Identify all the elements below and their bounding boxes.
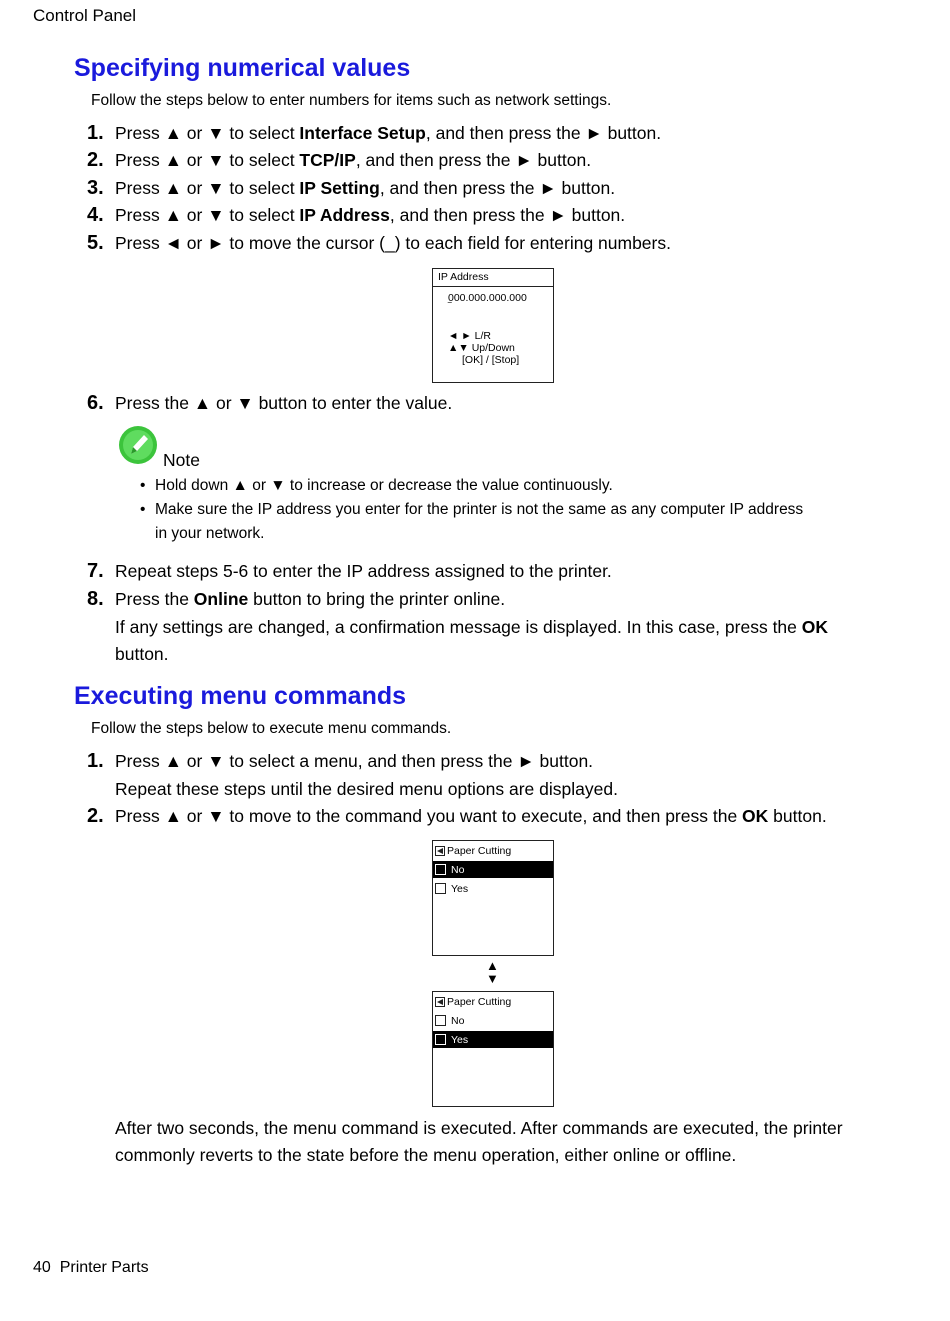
menu-step-1 — [87, 750, 593, 773]
after-text-1: After two seconds, the menu command is executed. After commands are executed, the printer — [115, 1118, 843, 1138]
step-1 — [87, 122, 661, 145]
step-6 — [87, 392, 452, 415]
option-label: No — [451, 1014, 465, 1027]
lcd-option-yes — [433, 880, 553, 897]
step-text: Press ▲ or ▼ to move to the command you want to execute, and then press the — [115, 806, 743, 826]
step-number: 1. — [87, 750, 104, 772]
step-7 — [87, 560, 612, 583]
bullet-text: Hold down ▲ or ▼ to increase or decrease the value continuously. — [155, 477, 613, 494]
step-text: Press ▲ or ▼ to select — [115, 205, 300, 225]
checkbox-icon — [435, 864, 446, 875]
footer-section: Printer Parts — [59, 1259, 149, 1276]
option-label: Yes — [451, 1033, 469, 1046]
step-text: , and then press the ► button. — [379, 178, 616, 198]
step-text: button to bring the printer online. — [248, 589, 506, 609]
step-2 — [87, 149, 591, 172]
lcd-ip-value: 000.000.000.000 — [448, 292, 527, 304]
step-3 — [87, 177, 615, 200]
lcd-hint-updown: ▲▼ Up/Down — [448, 342, 515, 354]
step-text: Press ▲ or ▼ to select — [115, 150, 300, 170]
lcd-option-no — [433, 861, 553, 878]
page-number: 40 — [33, 1259, 51, 1276]
step-text: Press the ▲ or ▼ button to enter the value. — [115, 393, 453, 413]
step-text: Press ◄ or ► to move the cursor (_) to each field for entering numbers. — [115, 233, 671, 253]
step-bold-term: IP Setting — [299, 178, 380, 198]
step-bold-term: Interface Setup — [299, 123, 426, 143]
step-number: 8. — [87, 588, 104, 610]
step-bold-term: OK — [801, 617, 829, 637]
lcd-title: Paper Cutting — [447, 996, 512, 1008]
up-arrow: ▲ — [486, 958, 499, 973]
step-number: 7. — [87, 560, 104, 582]
up-down-arrows-icon — [486, 959, 499, 985]
option-label: Yes — [451, 882, 469, 895]
step-number: 2. — [87, 149, 104, 171]
lcd-hint-lr: ◄ ► L/R — [448, 330, 491, 342]
checkbox-icon — [435, 883, 446, 894]
step-number: 3. — [87, 177, 104, 199]
note-bullet-2 — [140, 498, 803, 546]
note-label: Note — [163, 450, 200, 470]
lcd-title-row — [433, 843, 553, 859]
step-bold-term: TCP/IP — [299, 150, 356, 170]
step-8-continued-2: button. — [115, 644, 169, 664]
step-4 — [87, 204, 625, 227]
step-number: 5. — [87, 232, 104, 254]
page-footer — [33, 1259, 149, 1277]
step-text: If any settings are changed, a confirmation message is displayed. In this case, press the — [115, 617, 802, 637]
lcd-option-no — [433, 1012, 553, 1029]
step-text: , and then press the ► button. — [389, 205, 626, 225]
step-text: , and then press the ► button. — [425, 123, 662, 143]
step-8 — [87, 588, 505, 611]
lcd-paper-cutting-no — [432, 840, 554, 956]
menu-step-2 — [87, 805, 827, 828]
running-header: Control Panel — [33, 6, 137, 25]
lcd-hint-ok-stop: [OK] / [Stop] — [462, 354, 520, 366]
lcd-title: IP Address — [433, 269, 553, 287]
lcd-option-yes — [433, 1031, 553, 1048]
section-intro: Follow the steps below to enter numbers for items such as network settings. — [91, 92, 612, 109]
lcd-ip-address — [432, 268, 554, 383]
lcd-cursor: ‾ — [448, 301, 452, 313]
step-number: 1. — [87, 122, 104, 144]
step-text: Press ▲ or ▼ to select — [115, 178, 300, 198]
step-bold-term: OK — [742, 806, 769, 826]
step-text: , and then press the ► button. — [355, 150, 592, 170]
bullet-text-continued: in your network. — [155, 525, 265, 542]
note-bullet-1 — [140, 474, 613, 498]
step-bold-term: IP Address — [299, 205, 390, 225]
bullet-text: Make sure the IP address you enter for the printer is not the same as any computer IP address — [155, 501, 804, 518]
option-label: No — [451, 863, 465, 876]
checkbox-icon — [435, 1015, 446, 1026]
bullet-dot: • — [140, 477, 146, 494]
lcd-title-row — [433, 994, 553, 1010]
bullet-dot: • — [140, 501, 146, 518]
step-text: button. — [768, 806, 827, 826]
step-bold-term: Online — [193, 589, 249, 609]
step-number: 6. — [87, 392, 104, 414]
step-text: Repeat steps 5-6 to enter the IP address assigned to the printer. — [115, 561, 612, 581]
back-arrow-icon — [435, 846, 445, 856]
after-text-2: commonly reverts to the state before the menu operation, either online or offline. — [115, 1145, 737, 1165]
menu-step-1-continued: Repeat these steps until the desired menu options are displayed. — [115, 779, 618, 799]
back-arrow-icon — [435, 997, 445, 1007]
step-8-continued — [115, 617, 828, 638]
section-intro: Follow the steps below to execute menu commands. — [91, 720, 452, 737]
lcd-title: Paper Cutting — [447, 845, 512, 857]
step-text: Press ▲ or ▼ to select — [115, 123, 300, 143]
note-icon — [118, 425, 158, 465]
step-text: Press ▲ or ▼ to select a menu, and then press the ► button. — [115, 751, 594, 771]
step-number: 4. — [87, 204, 104, 226]
step-text: Press the — [115, 589, 194, 609]
checkbox-icon — [435, 1034, 446, 1045]
step-number: 2. — [87, 805, 104, 827]
section-title-executing: Executing menu commands — [74, 682, 407, 710]
down-arrow: ▼ — [486, 971, 499, 986]
section-title-specifying: Specifying numerical values — [74, 54, 411, 82]
step-5 — [87, 232, 671, 255]
lcd-paper-cutting-yes — [432, 991, 554, 1107]
